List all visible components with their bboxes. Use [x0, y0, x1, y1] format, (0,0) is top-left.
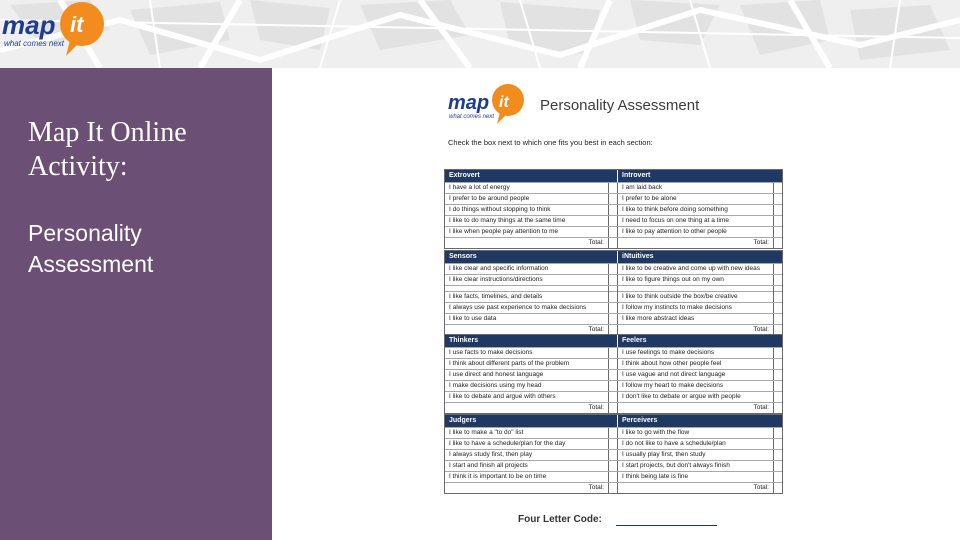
doc-logo [446, 82, 528, 126]
header-spacer [774, 170, 782, 182]
total-box-right[interactable] [774, 403, 782, 413]
checkbox-left[interactable] [609, 472, 618, 482]
checkbox-right[interactable] [774, 428, 782, 438]
header-spacer [609, 415, 618, 427]
statement-left: I use facts to make decisions [445, 348, 609, 358]
total-label: Total: [445, 238, 609, 248]
statement-right: I prefer to be alone [618, 194, 774, 204]
statement-left: I like clear and specific information [445, 264, 609, 274]
checkbox-left[interactable] [609, 227, 618, 237]
table-row [445, 471, 782, 482]
checkbox-right[interactable] [774, 275, 782, 285]
total-label: Total: [618, 238, 774, 248]
checkbox-right[interactable] [774, 264, 782, 274]
total-box-right[interactable] [774, 483, 782, 493]
checkbox-left[interactable] [609, 275, 618, 285]
table-row [445, 274, 782, 285]
statement-right: I need to focus on one thing at a time [618, 216, 774, 226]
table-row [445, 226, 782, 237]
statement-right: I follow my heart to make decisions [618, 381, 774, 391]
checkbox-right[interactable] [774, 205, 782, 215]
four-letter-code-label: Four Letter Code: [518, 514, 602, 525]
statement-right: I follow my instincts to make decisions [618, 303, 774, 313]
section-header-right: iNtuitives [618, 251, 774, 263]
assessment-section [444, 414, 783, 494]
section-header-right: Feelers [618, 335, 774, 347]
table-row [445, 285, 782, 291]
statement-left: I think it is important to be on time [445, 472, 609, 482]
checkbox-left[interactable] [609, 359, 618, 369]
table-row [445, 302, 782, 313]
table-row [445, 449, 782, 460]
doc-title: Personality Assessment [540, 97, 700, 114]
checkbox-right[interactable] [774, 450, 782, 460]
statement-left: I use direct and honest language [445, 370, 609, 380]
statement-right: I am laid back [618, 183, 774, 193]
table-row [445, 427, 782, 438]
statement-left: I like when people pay attention to me [445, 227, 609, 237]
checkbox-left[interactable] [609, 264, 618, 274]
checkbox-left[interactable] [609, 314, 618, 324]
total-label: Total: [618, 483, 774, 493]
map-banner [0, 0, 960, 68]
statement-right: I like to think outside the box/be creative [618, 292, 774, 302]
checkbox-left[interactable] [609, 428, 618, 438]
checkbox-right[interactable] [774, 227, 782, 237]
checkbox-left[interactable] [609, 194, 618, 204]
checkbox-left[interactable] [609, 216, 618, 226]
total-label: Total: [445, 403, 609, 413]
statement-right: I use vague and not direct language [618, 370, 774, 380]
header-spacer [609, 335, 618, 347]
table-row [445, 380, 782, 391]
statement-left: I always use past experience to make decisions [445, 303, 609, 313]
statement-right: I think about how other people feel [618, 359, 774, 369]
statement-left: I start and finish all projects [445, 461, 609, 471]
statement-right: I don't like to debate or argue with people [618, 392, 774, 402]
title-panel [0, 68, 272, 540]
checkbox-left[interactable] [609, 348, 618, 358]
statement-left: I make decisions using my head [445, 381, 609, 391]
checkbox-left[interactable] [609, 183, 618, 193]
statement-left: I like to debate and argue with others [445, 392, 609, 402]
section-header-left: Judgers [445, 415, 609, 427]
checkbox-right[interactable] [774, 370, 782, 380]
section-header-right: Introvert [618, 170, 774, 182]
statement-left: I like to have a schedule/plan for the day [445, 439, 609, 449]
svg-text:map: map [448, 92, 490, 114]
checkbox-left[interactable] [609, 439, 618, 449]
statement-right: I use feelings to make decisions [618, 348, 774, 358]
table-row [445, 358, 782, 369]
checkbox-left[interactable] [609, 461, 618, 471]
section-header-left: Extrovert [445, 170, 609, 182]
total-box-left[interactable] [609, 238, 618, 248]
total-label: Total: [618, 325, 774, 335]
slide-title: Map It Online Activity: [28, 117, 187, 182]
checkbox-right[interactable] [774, 381, 782, 391]
header-spacer [774, 415, 782, 427]
statement-left: I think about different parts of the problem [445, 359, 609, 369]
checkbox-left[interactable] [609, 205, 618, 215]
statement-left: I like to use data [445, 314, 609, 324]
statement-right: I like to figure things out on my own [618, 275, 774, 285]
statement-right: I like to go with the flow [618, 428, 774, 438]
doc-instruction: Check the box next to which one fits you best in each section: [448, 138, 653, 147]
section-header-right: Perceivers [618, 415, 774, 427]
section-header-left: Thinkers [445, 335, 609, 347]
statement-left: I have a lot of energy [445, 183, 609, 193]
table-row [445, 215, 782, 226]
checkbox-left[interactable] [609, 303, 618, 313]
statement-right: I think being late is fine [618, 472, 774, 482]
table-row [445, 369, 782, 380]
checkbox-left[interactable] [609, 381, 618, 391]
statement-left: I like to make a "to do" list [445, 428, 609, 438]
checkbox-right[interactable] [774, 216, 782, 226]
statement-left: I like clear instructions/directions [445, 275, 609, 285]
total-box-left[interactable] [609, 403, 618, 413]
map-it-logo [0, 0, 110, 62]
checkbox-right[interactable] [774, 292, 782, 302]
assessment-section [444, 334, 783, 414]
total-label: Total: [618, 403, 774, 413]
total-label: Total: [445, 483, 609, 493]
table-row [445, 193, 782, 204]
table-row [445, 291, 782, 302]
statement-right: I like more abstract ideas [618, 314, 774, 324]
total-box-right[interactable] [774, 238, 782, 248]
table-row [445, 204, 782, 215]
checkbox-right[interactable] [774, 183, 782, 193]
statement-right: I like to be creative and come up with new ideas [618, 264, 774, 274]
checkbox-right[interactable] [774, 461, 782, 471]
table-row [445, 460, 782, 471]
header-spacer [609, 170, 618, 182]
svg-text:map: map [2, 10, 56, 40]
section-header-left: Sensors [445, 251, 609, 263]
total-box-left[interactable] [609, 483, 618, 493]
svg-text:what comes next: what comes next [449, 114, 495, 120]
statement-right: I like to think before doing something [618, 205, 774, 215]
checkbox-left[interactable] [609, 370, 618, 380]
slide-subtitle: Personality Assessment [28, 220, 154, 277]
checkbox-right[interactable] [774, 392, 782, 402]
statement-right: I start projects, but don't always finish [618, 461, 774, 471]
statement-right: I do not like to have a schedule/plan [618, 439, 774, 449]
assessment-section [444, 169, 783, 249]
svg-text:what comes next: what comes next [4, 39, 65, 48]
checkbox-right[interactable] [774, 348, 782, 358]
checkbox-right[interactable] [774, 472, 782, 482]
table-row [445, 347, 782, 358]
table-row [445, 438, 782, 449]
table-row [445, 182, 782, 193]
table-row [445, 391, 782, 402]
four-letter-code-line[interactable] [616, 525, 717, 526]
checkbox-left[interactable] [609, 450, 618, 460]
header-spacer [609, 251, 618, 263]
statement-right: I like to pay attention to other people [618, 227, 774, 237]
statement-left: I prefer to be around people [445, 194, 609, 204]
total-row [445, 482, 782, 493]
checkbox-right[interactable] [774, 194, 782, 204]
assessment-section [444, 250, 783, 336]
statement-right: I usually play first, then study [618, 450, 774, 460]
total-row [445, 402, 782, 413]
table-row [445, 313, 782, 324]
street-map-graphic [0, 0, 960, 68]
checkbox-left[interactable] [609, 392, 618, 402]
checkbox-right[interactable] [774, 359, 782, 369]
checkbox-right[interactable] [774, 314, 782, 324]
checkbox-right[interactable] [774, 303, 782, 313]
statement-left: I always study first, then play [445, 450, 609, 460]
statement-left: I like to do many things at the same time [445, 216, 609, 226]
svg-text:it: it [499, 94, 509, 111]
table-row [445, 263, 782, 274]
checkbox-right[interactable] [774, 439, 782, 449]
statement-left: I like facts, timelines, and details [445, 292, 609, 302]
header-spacer [774, 335, 782, 347]
checkbox-left[interactable] [609, 292, 618, 302]
total-label: Total: [445, 325, 609, 335]
total-row [445, 237, 782, 248]
svg-text:it: it [70, 12, 84, 37]
statement-left: I do things without stopping to think [445, 205, 609, 215]
header-spacer [774, 251, 782, 263]
